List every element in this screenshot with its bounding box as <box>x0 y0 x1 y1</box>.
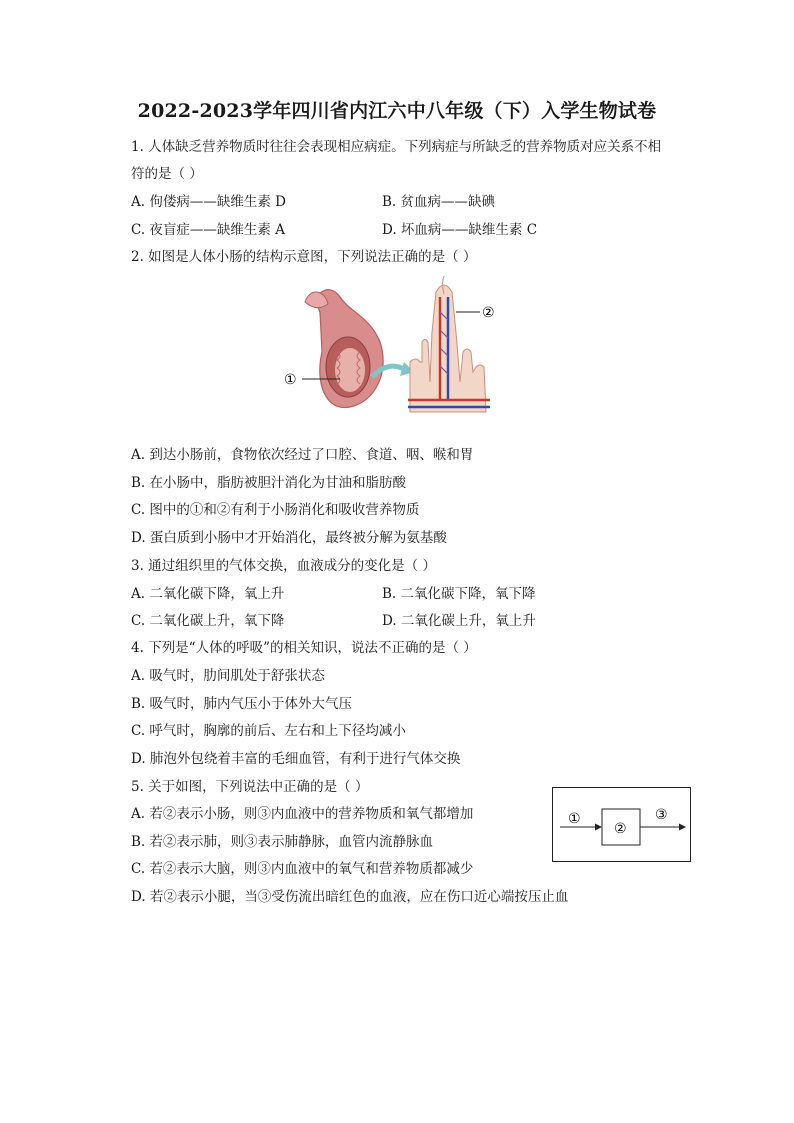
page-title: 2022-2023学年四川省内江六中八年级（下）入学生物试卷 <box>137 100 657 122</box>
diagram-label-1: ① <box>284 372 297 388</box>
question-5-stem: 5. 关于如图，下列说法中正确的是（ ） <box>131 779 369 795</box>
question-4-stem: 4. 下列是“人体的呼吸”的相关知识，说法不正确的是（ ） <box>131 640 477 656</box>
diagram-label-2: ② <box>482 305 495 321</box>
question-1-option-d: D. 坏血病——缺维生素 C <box>382 222 538 238</box>
question-2-stem: 2. 如图是人体小肠的结构示意图，下列说法正确的是（ ） <box>131 249 477 265</box>
question-1-stem: 1. 人体缺乏营养物质时往往会表现相应病症。下列病症与所缺乏的营养物质对应关系不相 <box>131 139 662 155</box>
flow-label-in: ① <box>568 811 581 827</box>
question-1-option-c: C. 夜盲症——缺维生素 A <box>131 222 285 238</box>
question-1-option-a: A. 佝偻病——缺维生素 D <box>131 194 286 210</box>
question-3-stem: 3. 通过组织里的气体交换，血液成分的变化是（ ） <box>131 558 436 574</box>
question-2-option-d: D. 蛋白质到小肠中才开始消化，最终被分解为氨基酸 <box>131 530 447 546</box>
question-4-option-a: A. 吸气时，肋间肌处于舒张状态 <box>131 668 325 684</box>
question-4-option-d: D. 肺泡外包绕着丰富的毛细血管，有利于进行气体交换 <box>131 751 461 767</box>
question-3-option-d: D. 二氧化碳上升，氧上升 <box>382 613 536 629</box>
question-5-option-b: B. 若②表示肺，则③表示肺静脉，血管内流静脉血 <box>131 834 434 850</box>
question-4-option-c: C. 呼气时，胸廓的前后、左右和上下径均减小 <box>131 723 406 739</box>
flow-label-out: ③ <box>655 807 668 823</box>
question-1-stem-cont: 符的是（ ） <box>131 166 203 182</box>
question-3-option-c: C. 二氧化碳上升，氧下降 <box>131 613 285 629</box>
question-2-option-a: A. 到达小肠前，食物依次经过了口腔、食道、咽、喉和胃 <box>131 447 474 463</box>
question-5-option-a: A. 若②表示小肠，则③内血液中的营养物质和氧气都增加 <box>131 806 474 822</box>
question-5-option-c: C. 若②表示大脑，则③内血液中的氧气和营养物质都减少 <box>131 861 474 877</box>
question-3-option-b: B. 二氧化碳下降，氧下降 <box>382 586 536 602</box>
question-2-option-c: C. 图中的①和②有利于小肠消化和吸收营养物质 <box>131 502 420 518</box>
question-5-option-d: D. 若②表示小腿，当③受伤流出暗红色的血液，应在伤口近心端按压止血 <box>131 889 569 905</box>
small-intestine-diagram <box>280 272 520 422</box>
question-4-option-b: B. 吸气时，肺内气压小于体外大气压 <box>131 696 353 712</box>
blood-flow-diagram <box>552 787 692 863</box>
flow-label-organ: ② <box>614 821 627 837</box>
question-2-option-b: B. 在小肠中，脂肪被胆汁消化为甘油和脂肪酸 <box>131 475 407 491</box>
question-1-option-b: B. 贫血病——缺碘 <box>382 194 496 210</box>
question-3-option-a: A. 二氧化碳下降，氧上升 <box>131 586 285 602</box>
